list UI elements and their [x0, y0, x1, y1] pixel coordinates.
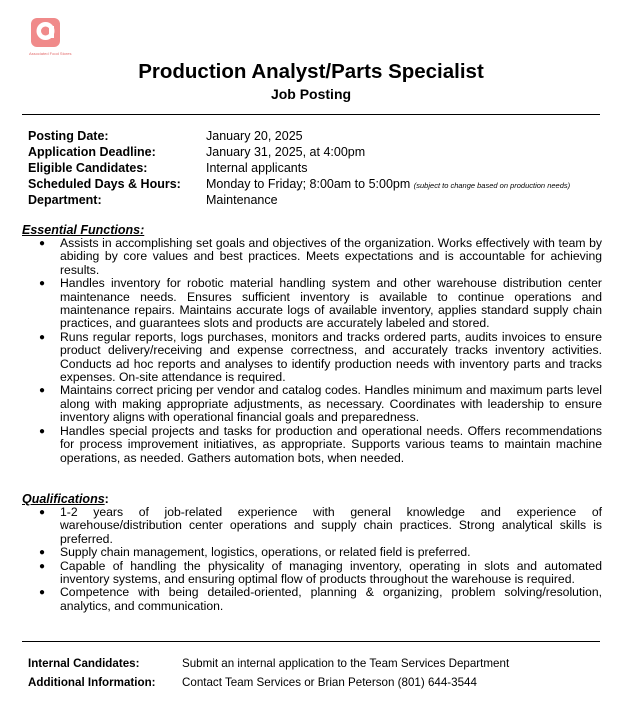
internal-candidates-label: Internal Candidates: — [28, 657, 140, 670]
qualifications-heading — [22, 492, 602, 506]
list-item — [22, 237, 602, 277]
info-label: Posting Date: — [28, 129, 109, 143]
essential-functions-list — [22, 237, 602, 465]
logo-caption: Associated Food Stores — [29, 51, 72, 56]
qualifications-heading-text: Qualifications — [22, 492, 105, 506]
list-item-text: Maintains correct pricing per vendor and catalog codes. Handles minimum and maximum parts level along with making appropriate adjustments, as necessary. Coordinates with leadership to ensure inventory aligns with operational financial goals and preparedness. — [60, 383, 602, 425]
list-item — [22, 331, 602, 385]
logo-mark — [31, 18, 60, 47]
bullet-icon: ● — [39, 547, 46, 559]
list-item-text: Handles special projects and tasks for production and operational needs. Offers recommendations for process improvement initiatives, as appropriate. Supports various teams to maintain machine operations, as needed. Gathers automation bots, when needed. — [60, 423, 602, 465]
info-value: January 20, 2025 — [206, 129, 303, 143]
list-item-text: 1-2 years of job-related experience with general knowledge and experience of warehouse/distribution center operations and supply chain practices. Strong analytical skills is preferred. — [60, 505, 602, 546]
bullet-icon: ● — [39, 560, 46, 572]
bullet-icon: ● — [39, 425, 46, 437]
qualifications-list — [22, 506, 602, 613]
info-label: Eligible Candidates: — [28, 161, 148, 175]
page-title: Production Analyst/Parts Specialist — [138, 60, 484, 83]
qualifications-section — [22, 492, 602, 613]
info-value: Maintenance — [206, 193, 278, 207]
list-item — [22, 506, 602, 546]
bullet-icon: ● — [39, 507, 46, 518]
internal-candidates-value: Submit an internal application to the Team Services Department — [182, 657, 510, 670]
qualifications-heading-colon: : — [104, 492, 109, 506]
info-label: Scheduled Days & Hours: — [28, 177, 181, 191]
info-value: Monday to Friday; 8:00am to 5:00pm — [206, 177, 411, 191]
additional-information-value: Contact Team Services or Brian Peterson (801) 644-3544 — [182, 676, 477, 689]
schedule-note: (subject to change based on production needs) — [413, 181, 571, 190]
list-item-text: Handles inventory for robotic material handling system and other warehouse distribution center maintenance needs. Ensures sufficient inventory is available to continue operations and maintenance repairs. Maintains accurate logs of available inventory, applies standard supply chain practices, and guarantees slots and products are accurately labeled and stored. — [60, 276, 602, 331]
list-item-text: Competence with being detailed-oriented, planning & organizing, problem solving/resolution, analytics, and communication. — [60, 585, 602, 613]
list-item — [22, 546, 602, 559]
info-label: Application Deadline: — [28, 145, 156, 159]
bullet-icon: ● — [39, 331, 46, 343]
company-logo — [31, 18, 73, 56]
additional-information-label: Additional Information: — [28, 676, 156, 689]
essential-functions-section — [22, 223, 602, 465]
bullet-icon: ● — [39, 587, 46, 599]
list-item — [22, 560, 602, 587]
bullet-icon: ● — [39, 385, 46, 397]
info-value: Internal applicants — [206, 161, 308, 175]
top-divider — [22, 114, 600, 115]
list-item — [22, 277, 602, 331]
info-label: Department: — [28, 193, 102, 207]
bullet-icon: ● — [39, 278, 46, 290]
list-item-text: Runs regular reports, logs purchases, monitors and tracks ordered parts, audits invoices to ensure product delivery/receiving and expense correctness, and accurately tracks inventory activities. Conducts ad hoc reports and analyses to identify production needs with inventory parts and tracks expenses. On-site attendance is required. — [60, 329, 602, 385]
list-item-text: Supply chain management, logistics, operations, or related field is preferred. — [60, 545, 471, 560]
info-value: January 31, 2025, at 4:00pm — [206, 145, 366, 159]
list-item-text: Assists in accomplishing set goals and objectives of the organization. Works effectively with team by abiding by core values and best practices. Meets expectations and is accountable for achieving results. — [60, 236, 602, 277]
list-item-text: Capable of handling the physicality of managing inventory, operating in slots and automated inventory systems, and ensuring optimal flow of products throughout the warehouse is required. — [60, 558, 602, 587]
list-item — [22, 384, 602, 424]
bullet-icon: ● — [39, 238, 46, 249]
essential-functions-heading: Essential Functions: — [22, 223, 145, 237]
page-subtitle: Job Posting — [270, 86, 352, 102]
list-item — [22, 586, 602, 613]
bottom-divider — [22, 641, 600, 642]
list-item — [22, 425, 602, 465]
